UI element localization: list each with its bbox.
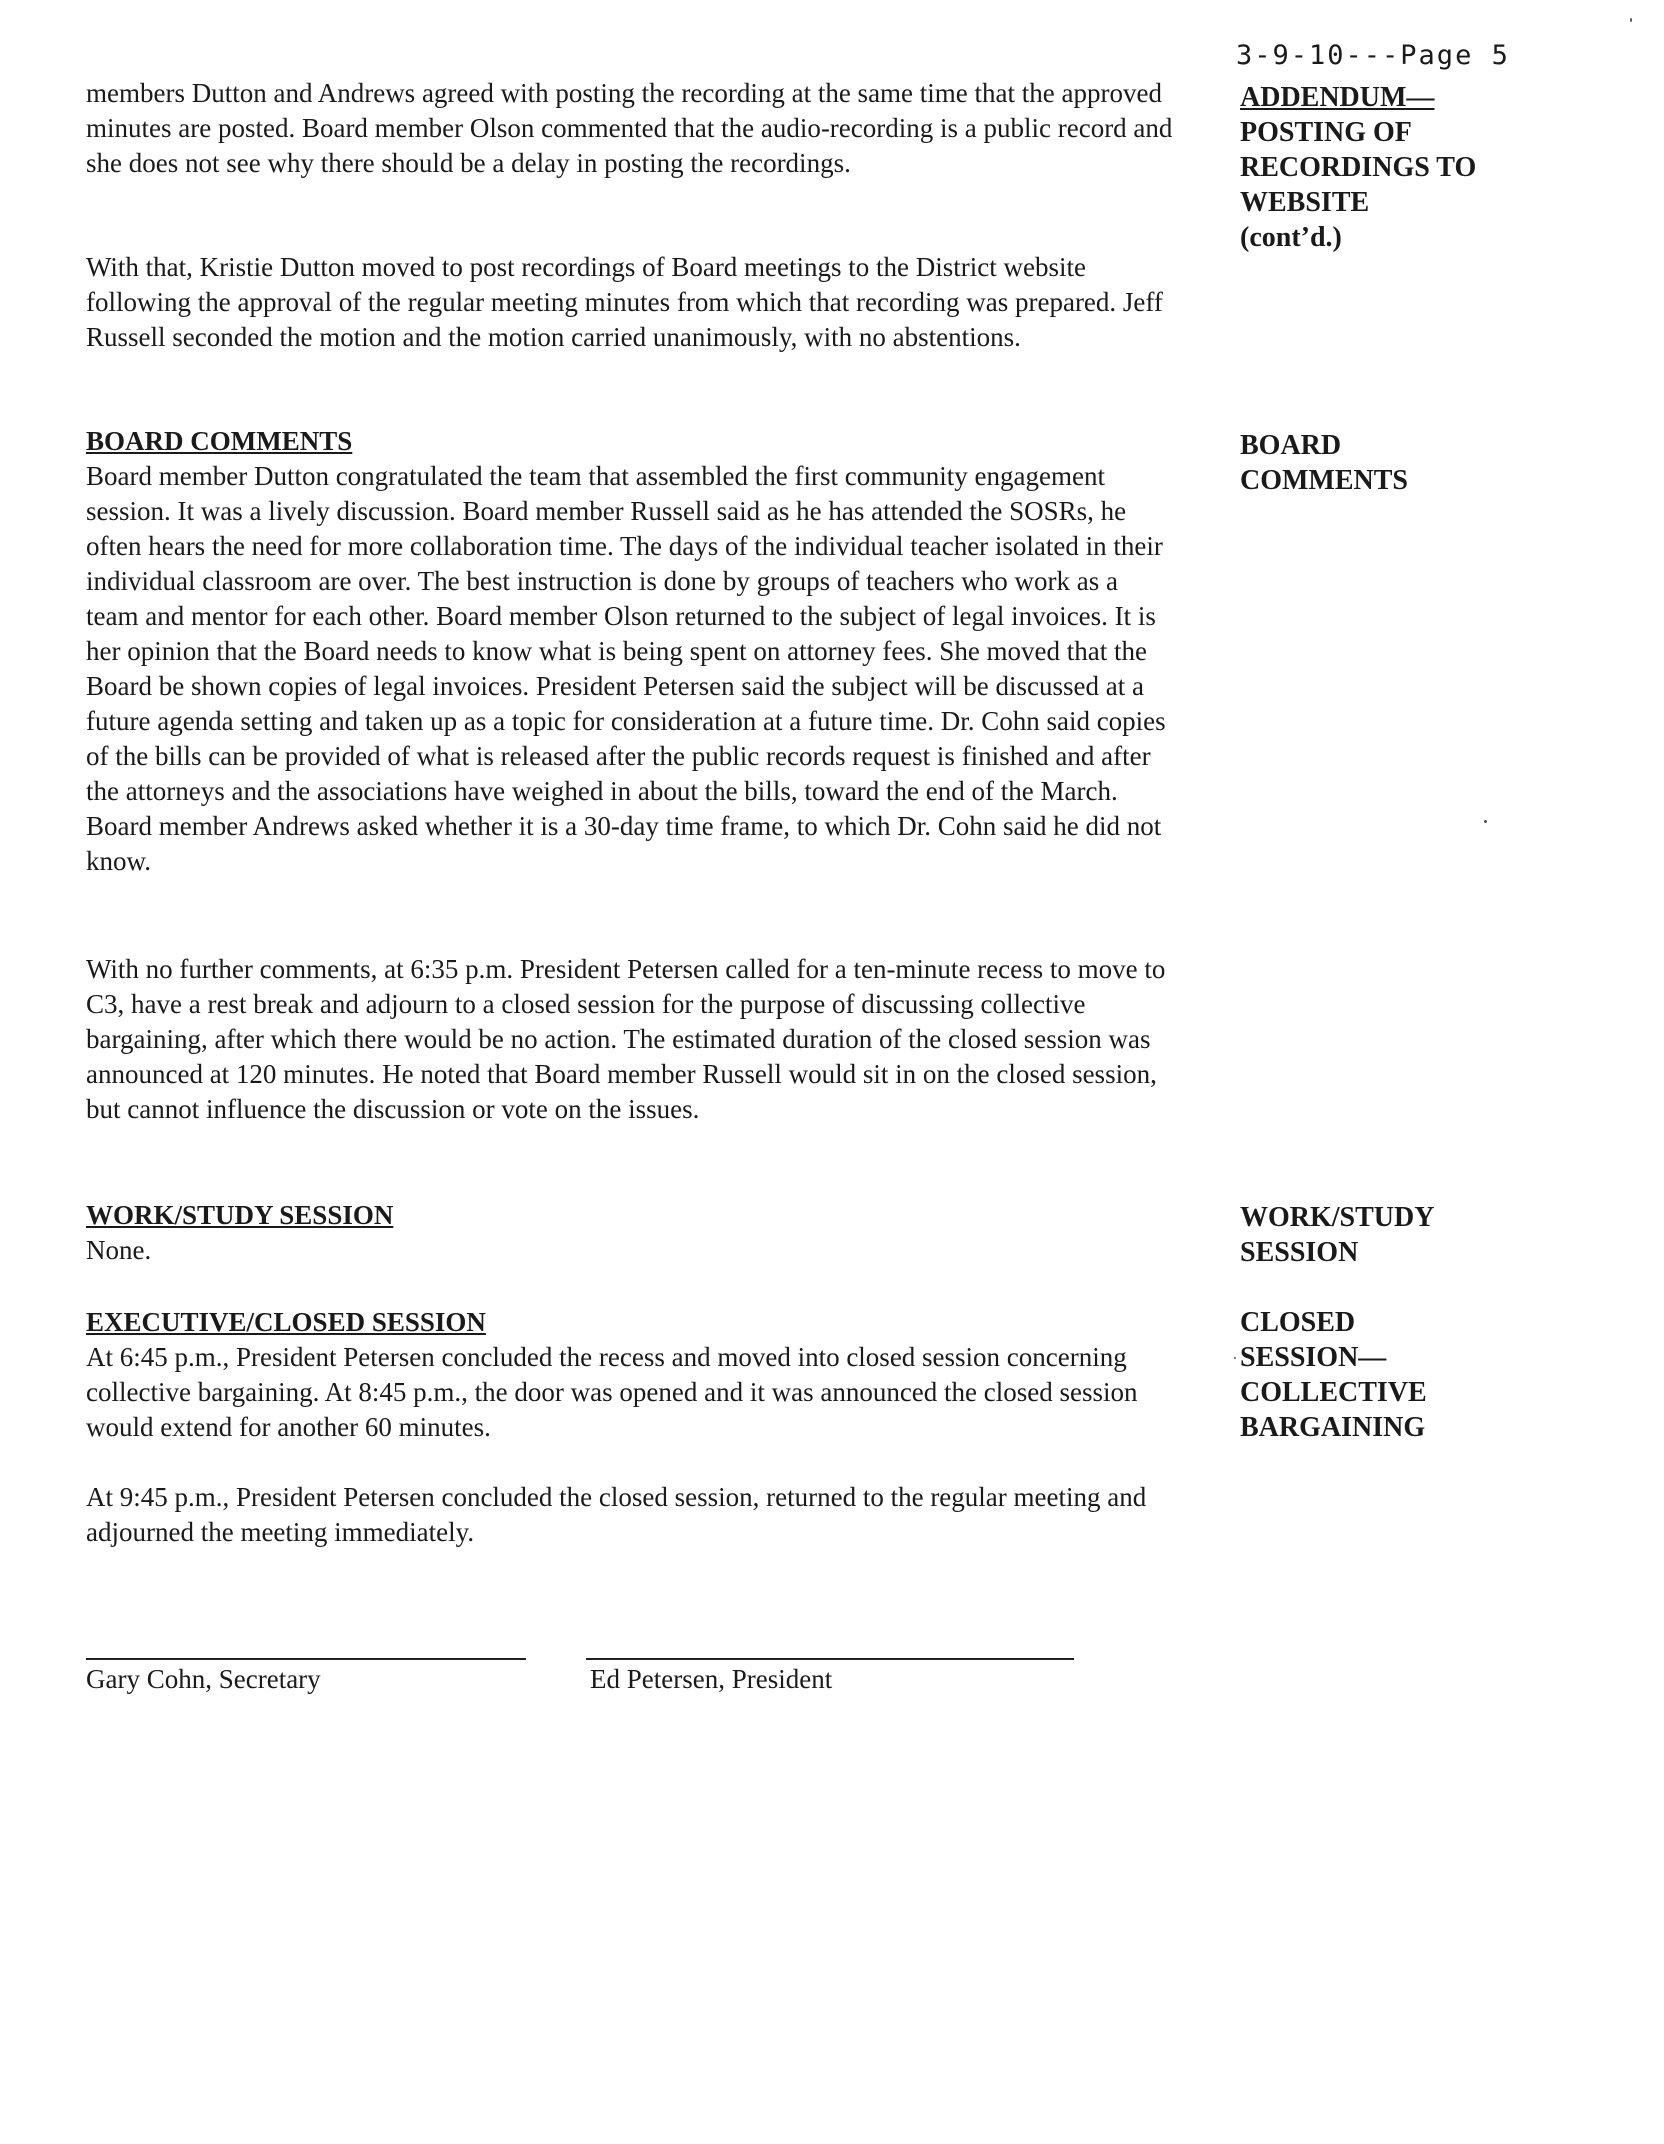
margin-note-board-comments bbox=[1240, 428, 1640, 498]
section-heading: BOARD COMMENTS bbox=[86, 426, 353, 456]
margin-note-line: SESSION bbox=[1240, 1237, 1359, 1268]
paragraph-text: members Dutton and Andrews agreed with posting the recording at the same time that the approved minutes are posted. Board member Olson commented that the audio-recording is a public record and she does not see why there should be a delay in posting the recordings. bbox=[86, 78, 1173, 178]
margin-note-line: COMMENTS bbox=[1240, 465, 1408, 496]
body-para-2 bbox=[86, 250, 1176, 355]
paragraph-text: Board member Dutton congratulated the team that assembled the first community engagement session. It was a lively discussion. Board member Russell said as he has attended the SOSRs, he often hears the need for more collaboration time. The days of the individual teacher isolated in their individual classroom are over. The best instruction is done by groups of teachers who work as a team and mentor for each other. Board member Olson returned to the subject of legal invoices. It is her opinion that the Board needs to know what is being spent on attorney fees. She moved that the Board be shown copies of legal invoices. President Petersen said the subject will be discussed at a future agenda setting and taken up as a topic for consideration at a future time. Dr. Cohn said copies of the bills can be provided of what is released after the public records request is finished and after the attorneys and the associations have weighed in about the bills, toward the end of the March. Board member Andrews asked whether it is a 30-day time frame, to which Dr. Cohn said he did not know. bbox=[86, 461, 1166, 876]
section-heading: EXECUTIVE/CLOSED SESSION bbox=[86, 1307, 486, 1337]
margin-note-line: POSTING OF bbox=[1240, 117, 1412, 148]
margin-note-addendum bbox=[1240, 80, 1640, 255]
scan-speck bbox=[1234, 1357, 1236, 1359]
paragraph-text: None. bbox=[86, 1235, 152, 1265]
page-number-label: 3-9-10---Page 5 bbox=[1236, 40, 1510, 71]
paragraph-text: At 9:45 p.m., President Petersen concluded the closed session, returned to the regular meeting and adjourned the meeting immediately. bbox=[86, 1482, 1147, 1547]
paragraph-text: With no further comments, at 6:35 p.m. President Petersen called for a ten-minute recess to move to C3, have a rest break and adjourn to a closed session for the purpose of discussing collective bargaining, after which there would be no action. The estimated duration of the closed session was announced at 120 minutes. He noted that Board member Russell would sit in on the closed session, but cannot influence the discussion or vote on the issues. bbox=[86, 954, 1166, 1124]
margin-note-line: WORK/STUDY bbox=[1240, 1202, 1435, 1233]
body-para-1 bbox=[86, 76, 1176, 181]
margin-note-line: BARGAINING bbox=[1240, 1412, 1426, 1443]
margin-note-closed-session bbox=[1240, 1305, 1640, 1445]
margin-note-line: ADDENDUM— bbox=[1240, 82, 1435, 113]
margin-note-work-study bbox=[1240, 1200, 1640, 1270]
margin-note-line: CLOSED bbox=[1240, 1307, 1356, 1338]
margin-note-line: RECORDINGS TO bbox=[1240, 152, 1477, 183]
margin-note-line: COLLECTIVE bbox=[1240, 1377, 1427, 1408]
margin-note-line: BOARD bbox=[1240, 430, 1342, 461]
body-recess bbox=[86, 952, 1176, 1127]
section-closed-session bbox=[86, 1305, 1176, 1445]
secretary-signature-label: Gary Cohn, Secretary bbox=[86, 1664, 321, 1694]
margin-note-line: (cont’d.) bbox=[1240, 222, 1342, 253]
section-work-study bbox=[86, 1198, 1176, 1268]
president-signature-line bbox=[586, 1658, 1074, 1660]
margin-note-line: WEBSITE bbox=[1240, 187, 1370, 218]
scan-speck bbox=[1484, 820, 1487, 823]
body-adjourn bbox=[86, 1480, 1176, 1550]
section-heading: WORK/STUDY SESSION bbox=[86, 1200, 394, 1230]
paragraph-text: At 6:45 p.m., President Petersen concluded the recess and moved into closed session concerning collective bargaining. At 8:45 p.m., the door was opened and it was announced the closed session would extend for another 60 minutes. bbox=[86, 1342, 1138, 1442]
margin-note-line: SESSION— bbox=[1240, 1342, 1387, 1373]
scan-speck bbox=[1630, 18, 1632, 22]
president-signature-label: Ed Petersen, President bbox=[590, 1664, 833, 1694]
paragraph-text: With that, Kristie Dutton moved to post recordings of Board meetings to the District website following the approval of the regular meeting minutes from which that recording was prepared. Jeff Russell seconded the motion and the motion carried unanimously, with no abstentions. bbox=[86, 252, 1163, 352]
section-board-comments bbox=[86, 424, 1176, 879]
secretary-signature-line bbox=[86, 1658, 526, 1660]
